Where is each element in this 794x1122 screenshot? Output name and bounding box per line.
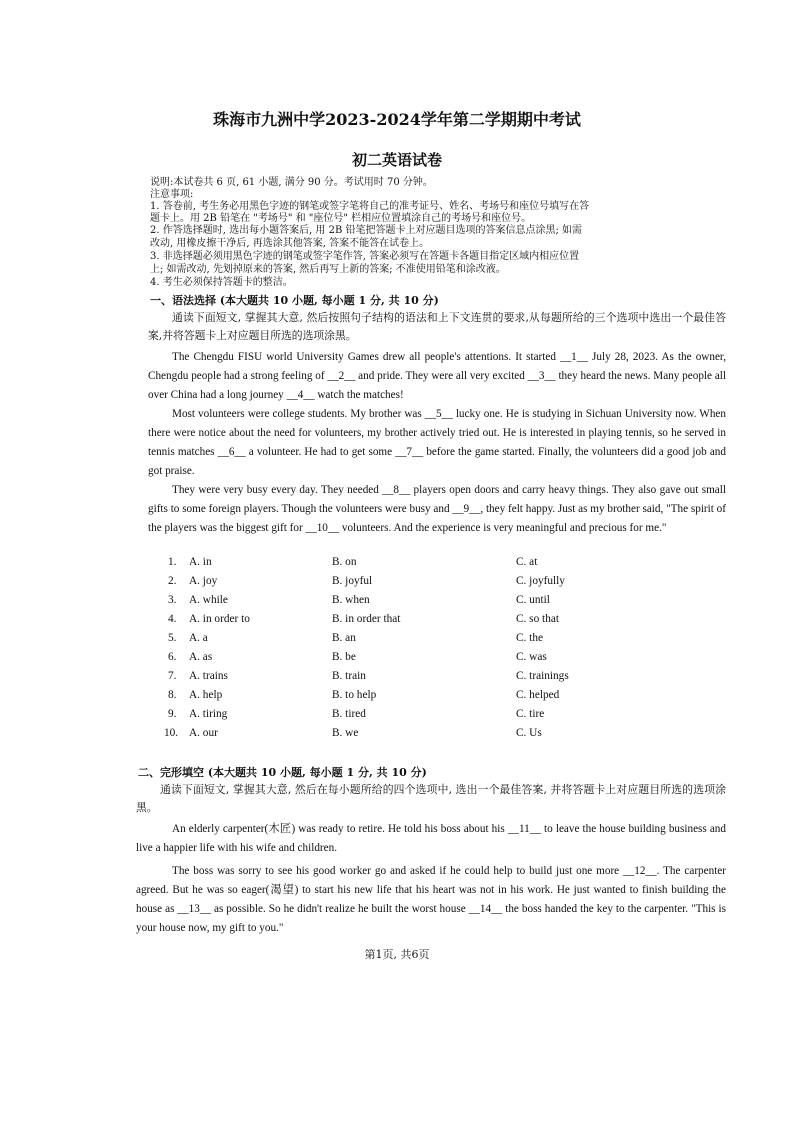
option-c: C. joyfully — [516, 575, 565, 587]
instruction-line: 4. 考生必须保持答题卡的整洁。 — [150, 277, 293, 288]
instruction-line: 2. 作答选择题时, 选出每小题答案后, 用 2B 铅笔把答题卡上对应题目选项的答案信息点涂黑; 如需 — [150, 225, 583, 236]
question-number: 3. — [168, 594, 177, 606]
question-number: 10. — [164, 727, 179, 739]
instruction-line: 3. 非选择题必须用黑色字迹的钢笔或签字笔作答, 答案必须写在答题卡各题目指定区域内相应位置 — [150, 251, 580, 262]
question-number: 1. — [168, 556, 177, 568]
instruction-line: 说明:本试卷共 6 页, 61 小题, 满分 90 分。考试用时 70 分钟。 — [150, 177, 433, 188]
option-b: B. to help — [332, 689, 377, 701]
option-a: A. tiring — [189, 708, 228, 720]
section1-directions: 通读下面短文, 掌握其大意, 然后按照句子结构的语法和上下文连贯的要求,从每题所给的三个选项中选出一个最佳答案,并将答题卡上对应题目所选的选项涂黑。 — [148, 311, 726, 342]
option-b: B. in order that — [332, 613, 401, 625]
option-c: C. helped — [516, 689, 560, 701]
section2-paragraph-2: The boss was sorry to see his good worker go and asked if he could help to build just one more __12__. The carpenter agreed. But he was so eager(渴望) to start his new life that his heart was not in his work. He just wanted to finish building the house as __13__ as possible. So he didn't realize he built the worst house __14__ the boss handed the key to the carpenter. "This is your house now, my gift to you." — [136, 865, 726, 934]
option-b: B. tired — [332, 708, 366, 720]
option-a: A. while — [189, 594, 228, 606]
option-c: C. was — [516, 651, 547, 663]
section2-heading: 二、完形填空 (本大题共 10 小题, 每小题 1 分, 共 10 分) — [138, 766, 427, 779]
instruction-line: 注意事项: — [150, 189, 194, 200]
option-c: C. tire — [516, 708, 545, 720]
question-number: 6. — [168, 651, 177, 663]
option-c: C. Us — [516, 727, 542, 739]
option-c: C. the — [516, 632, 543, 644]
instruction-line: 改动, 用橡皮擦干净后, 再选涂其他答案, 答案不能答在试卷上。 — [150, 238, 430, 249]
option-b: B. be — [332, 651, 356, 663]
option-a: A. a — [189, 632, 208, 644]
section1-paragraph-1: The Chengdu FISU world University Games drew all people's attentions. It started __1__ July 28, 2023. As the owner, Chengdu people had a strong feeling of __2__ and pride. They were all very excited __3__ they heard the news. Many people all over China had a long journey __4__ watch the matches! — [148, 351, 726, 401]
page-title: 珠海市九洲中学2023-2024学年第二学期期中考试 — [213, 110, 581, 129]
section1-heading: 一、语法选择 (本大题共 10 小题, 每小题 1 分, 共 10 分) — [150, 294, 439, 307]
section1-paragraph-2: Most volunteers were college students. My brother was __5__ lucky one. He is studying in Sichuan University now. When there were notice about the need for volunteers, my brother actively tried out. He is interested in playing tennis, so he served in tennis matches __6__ a volunteer. He had to get some __7__ before the game started. Finally, the volunteers did a good job and got praise. — [148, 408, 726, 477]
option-b: B. we — [332, 727, 359, 739]
option-c: C. at — [516, 556, 538, 568]
option-c: C. so that — [516, 613, 559, 625]
page-footer: 第1页, 共6页 — [364, 948, 430, 961]
option-b: B. on — [332, 556, 357, 568]
question-number: 8. — [168, 689, 177, 701]
instruction-line: 1. 答卷前, 考生务必用黑色字迹的钢笔或签字笔将自己的准考证号、姓名、考场号和座位号填写在答 — [150, 201, 590, 212]
option-b: B. when — [332, 594, 370, 606]
section2-directions: 通读下面短文, 掌握其大意, 然后在每小题所给的四个选项中, 选出一个最佳答案, 并将答题卡上对应题目所选的选项涂黑。 — [136, 783, 726, 814]
option-b: B. train — [332, 670, 366, 682]
question-number: 2. — [168, 575, 177, 587]
instruction-line: 上; 如需改动, 先划掉原来的答案, 然后再写上新的答案; 不准使用铅笔和涂改液。 — [150, 264, 506, 275]
option-a: A. help — [189, 689, 223, 701]
option-a: A. our — [189, 727, 218, 739]
section1-paragraph-3: They were very busy every day. They needed __8__ players open doors and carry heavy things. They also gave out small gifts to some foreign players. Though the volunteers were busy and __9__, they felt happy. Just as my brother said, "The spirit of the players was the biggest gift for __10__ volunteers. And the experience is very meaningful and precious for me." — [148, 484, 726, 534]
question-number: 9. — [168, 708, 177, 720]
question-number: 7. — [168, 670, 177, 682]
option-a: A. joy — [189, 575, 218, 587]
option-c: C. trainings — [516, 670, 569, 682]
page-subtitle: 初二英语试卷 — [351, 151, 442, 169]
option-a: A. in — [189, 556, 212, 568]
instruction-line: 题卡上。用 2B 铅笔在 "考场号" 和 "座位号" 栏相应位置填涂自己的考场号和座位号。 — [150, 213, 532, 224]
option-c: C. until — [516, 594, 550, 606]
option-a: A. trains — [189, 670, 228, 682]
option-a: A. in order to — [189, 613, 250, 625]
option-a: A. as — [189, 651, 213, 663]
option-b: B. an — [332, 632, 356, 644]
option-b: B. joyful — [332, 575, 373, 587]
question-number: 4. — [168, 613, 177, 625]
section2-paragraph-1: An elderly carpenter(木匠) was ready to retire. He told his boss about his __11__ to leave the house building business and live a happier life with his wife and children. — [136, 823, 726, 854]
question-number: 5. — [168, 632, 177, 644]
